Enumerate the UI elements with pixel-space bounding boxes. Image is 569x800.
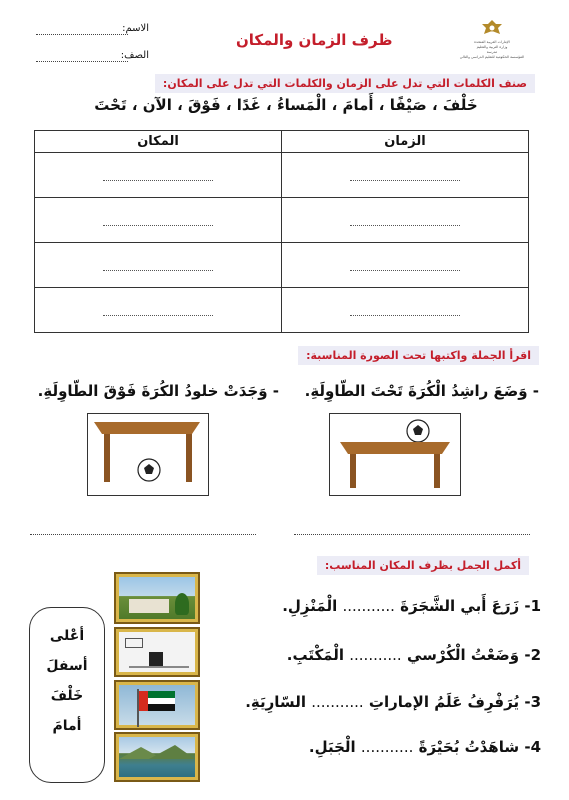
ministry-logo bbox=[452, 18, 532, 60]
sentence-1-number: 1- bbox=[524, 597, 541, 615]
sentence-3-end: السّارِيَةِ. bbox=[245, 693, 306, 711]
sentence-2-number: 2- bbox=[524, 646, 541, 664]
place-cell[interactable] bbox=[35, 288, 282, 333]
word-list: خَلْفَ ، صَيْفًا ، أَمامَ ، الْمَساءُ ، غَدًا ، فَوْقَ ، الآن ، تَحْتَ bbox=[94, 96, 478, 114]
sentence-3-blank[interactable]: ........... bbox=[311, 693, 364, 711]
house-tree-image bbox=[114, 572, 200, 624]
logo-line-2: وزارة التربية والتعليم bbox=[476, 45, 508, 49]
sentence-4-start: شاهَدْتُ بُحَيْرَةً bbox=[418, 738, 520, 756]
sentence-4-end: الْجَبَلِ. bbox=[308, 738, 356, 756]
picture-ball-on-table bbox=[329, 413, 461, 496]
sentence-4-blank[interactable]: ........... bbox=[360, 738, 414, 756]
time-cell[interactable] bbox=[282, 153, 529, 198]
emblem-icon bbox=[480, 18, 504, 40]
sentence-1 bbox=[282, 597, 541, 615]
time-cell[interactable] bbox=[282, 198, 529, 243]
sentence-3-number: 3- bbox=[524, 693, 541, 711]
place-cell[interactable] bbox=[35, 198, 282, 243]
sentence-2 bbox=[287, 646, 541, 664]
place-cell[interactable] bbox=[35, 153, 282, 198]
sentence-under-table: - وَضَعَ راشِدُ الْكُرَةَ تَحْتَ الطّاوِلَةِ. bbox=[304, 382, 539, 400]
lake-mountain-image bbox=[114, 732, 200, 782]
picture-ball-under-table bbox=[87, 413, 209, 496]
sentence-2-start: وَضَعْتُ الْكُرْسي bbox=[406, 646, 520, 664]
sentence-1-start: زَرَعَ أَبي الشَّجَرَةَ bbox=[400, 597, 520, 615]
sentence-2-end: الْمَكْتَبِ. bbox=[286, 646, 345, 664]
sentence-4-number: 4- bbox=[524, 738, 541, 756]
sentence-1-end: الْمَنْزِلِ. bbox=[282, 597, 338, 615]
logo-line-4: المؤسسة الحكومية للتعليم الدراسي والتالي bbox=[459, 55, 525, 59]
table-ball-under-image bbox=[88, 414, 208, 495]
sentence-1-blank[interactable]: ........... bbox=[342, 597, 395, 615]
name-label: الاسم: bbox=[122, 23, 149, 34]
word-bank-item[interactable]: أسفلَ bbox=[46, 658, 88, 674]
class-field[interactable] bbox=[36, 61, 128, 62]
sentence-2-blank[interactable]: ........... bbox=[349, 646, 402, 664]
word-bank-item[interactable]: خَلْفَ bbox=[50, 688, 84, 704]
column-place-header: المكان bbox=[35, 131, 282, 153]
name-field[interactable] bbox=[36, 34, 128, 35]
sentence-3-start: يُرَفْرِفُ عَلَمُ الإماراتِ bbox=[368, 693, 520, 711]
table-ball-on-image bbox=[330, 414, 460, 495]
place-cell[interactable] bbox=[35, 243, 282, 288]
sentence-on-table: - وَجَدَتْ خلودُ الكُرَةَ فَوْقَ الطّاوِلَةِ. bbox=[37, 382, 279, 400]
page-title: ظرف الزمان والمكان bbox=[236, 31, 393, 49]
time-cell[interactable] bbox=[282, 288, 529, 333]
section3-instruction: أكمل الجمل بظرف المكان المناسب: bbox=[317, 556, 529, 575]
sentence-3 bbox=[245, 693, 541, 711]
answer-line-right[interactable] bbox=[294, 534, 530, 535]
sentence-4 bbox=[309, 738, 541, 756]
answer-line-left[interactable] bbox=[30, 534, 256, 535]
uae-flag-image bbox=[114, 680, 200, 730]
desk-chair-image bbox=[114, 627, 200, 677]
word-bank bbox=[29, 607, 105, 783]
word-bank-item[interactable]: أمامَ bbox=[52, 718, 82, 734]
section1-instruction: صنف الكلمات التي تدل على الزمان والكلمات التي تدل على المكان: bbox=[155, 74, 535, 93]
time-cell[interactable] bbox=[282, 243, 529, 288]
sort-table bbox=[34, 130, 529, 333]
logo-line-3: مدرسة bbox=[486, 50, 498, 54]
class-label: الصف: bbox=[120, 50, 149, 61]
word-bank-item[interactable]: أعْلى bbox=[49, 628, 85, 644]
section2-instruction: اقرأ الجملة واكتبها تحت الصورة المناسبة: bbox=[298, 346, 539, 365]
logo-line-1: الإمارات العربية المتحدة bbox=[474, 40, 510, 44]
column-time-header: الزمان bbox=[282, 131, 529, 153]
